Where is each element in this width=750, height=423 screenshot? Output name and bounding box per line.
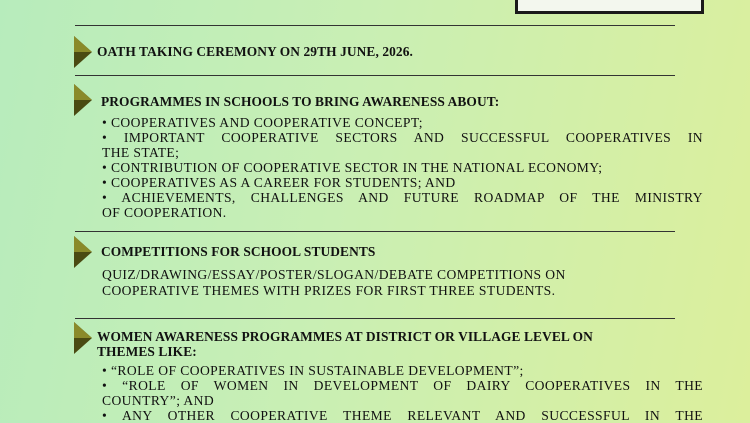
list-item: • COOPERATIVES AND COOPERATIVE CONCEPT;: [102, 115, 423, 130]
list-item: COUNTRY”; AND: [102, 393, 215, 408]
divider-line: [75, 25, 675, 26]
list-item: • COOPERATIVES AS A CAREER FOR STUDENTS; AND: [102, 175, 456, 190]
arrow-bullet-icon: [74, 36, 92, 68]
divider-line: [75, 75, 675, 76]
list-item: OF COOPERATION.: [102, 205, 227, 220]
list-item: • IMPORTANT COOPERATIVE SECTORS AND SUCCESSFUL COOPERATIVES IN: [102, 130, 703, 145]
list-item: • ANY OTHER COOPERATIVE THEME RELEVANT AND SUCCESSFUL IN THE: [102, 408, 703, 423]
arrow-bullet-icon: [74, 322, 92, 354]
list-item: THE STATE;: [102, 145, 180, 160]
list-item: • ACHIEVEMENTS, CHALLENGES AND FUTURE ROADMAP OF THE MINISTRY: [102, 190, 703, 205]
arrow-bullet-icon: [74, 236, 92, 268]
section-heading-programmes: PROGRAMMES IN SCHOOLS TO BRING AWARENESS ABOUT:: [101, 94, 500, 109]
divider-line: [75, 231, 675, 232]
section-heading-women-line2: THEMES LIKE:: [97, 344, 197, 359]
list-item: • “ROLE OF COOPERATIVES IN SUSTAINABLE DEVELOPMENT”;: [102, 363, 524, 378]
arrow-bullet-icon: [74, 84, 92, 116]
section-heading-oath: OATH TAKING CEREMONY ON 29TH JUNE, 2026.: [97, 44, 413, 59]
list-item: • “ROLE OF WOMEN IN DEVELOPMENT OF DAIRY COOPERATIVES IN THE: [102, 378, 703, 393]
section-heading-women-line1: WOMEN AWARENESS PROGRAMMES AT DISTRICT OR VILLAGE LEVEL ON: [97, 329, 593, 344]
section-heading-competitions: COMPETITIONS FOR SCHOOL STUDENTS: [101, 244, 376, 259]
top-frame-box: [515, 0, 704, 14]
divider-line: [75, 318, 675, 319]
list-item: QUIZ/DRAWING/ESSAY/POSTER/SLOGAN/DEBATE COMPETITIONS ON: [102, 267, 566, 282]
list-item: COOPERATIVE THEMES WITH PRIZES FOR FIRST THREE STUDENTS.: [102, 283, 556, 298]
list-item: • CONTRIBUTION OF COOPERATIVE SECTOR IN THE NATIONAL ECONOMY;: [102, 160, 603, 175]
